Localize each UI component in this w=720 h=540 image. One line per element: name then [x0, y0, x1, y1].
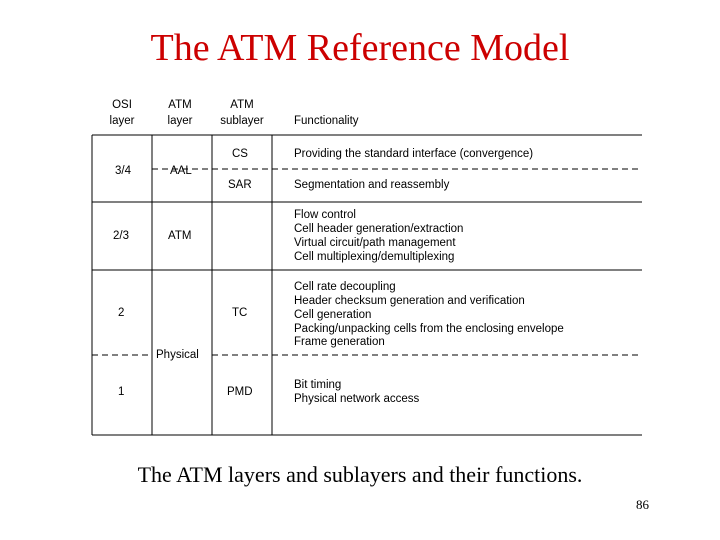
func-tc-4: Packing/unpacking cells from the enclosing envelope [294, 323, 564, 335]
header-sublayer-line1: ATM [230, 99, 254, 111]
figure-caption: The ATM layers and sublayers and their functions. [137, 462, 583, 487]
func-pmd-1: Bit timing [294, 379, 342, 391]
func-tc-1: Cell rate decoupling [294, 281, 396, 293]
func-atm-2: Cell header generation/extraction [294, 223, 464, 235]
sublayer-pmd: PMD [227, 386, 253, 398]
header-osi-line2: layer [109, 115, 135, 127]
osi-layer-1: 1 [118, 386, 125, 398]
func-tc-3: Cell generation [294, 309, 372, 321]
func-atm-1: Flow control [294, 209, 356, 221]
page-number: 86 [636, 497, 649, 512]
header-atm-line2: layer [167, 115, 193, 127]
header-osi-line1: OSI [112, 99, 132, 111]
slide-title: The ATM Reference Model [150, 27, 570, 69]
osi-layer-3-4: 3/4 [115, 165, 131, 177]
atm-layer-atm: ATM [168, 230, 192, 242]
header-functionality: Functionality [294, 115, 359, 127]
func-atm-3: Virtual circuit/path management [294, 237, 456, 249]
header-atm-line1: ATM [168, 99, 192, 111]
osi-layer-2-3: 2/3 [113, 230, 129, 242]
sublayer-tc: TC [232, 307, 248, 319]
func-atm-4: Cell multiplexing/demultiplexing [294, 251, 455, 263]
header-sublayer-line2: sublayer [220, 115, 264, 127]
atm-layer-physical: Physical [156, 349, 199, 361]
func-sar-1: Segmentation and reassembly [294, 179, 450, 191]
func-pmd-2: Physical network access [294, 393, 420, 405]
atm-layer-aal: AAL [170, 165, 192, 177]
sublayer-cs: CS [232, 148, 248, 160]
func-cs-1: Providing the standard interface (convergence) [294, 148, 534, 160]
func-tc-5: Frame generation [294, 336, 385, 348]
func-tc-2: Header checksum generation and verification [294, 295, 525, 307]
sublayer-sar: SAR [228, 179, 252, 191]
osi-layer-2: 2 [118, 307, 125, 319]
